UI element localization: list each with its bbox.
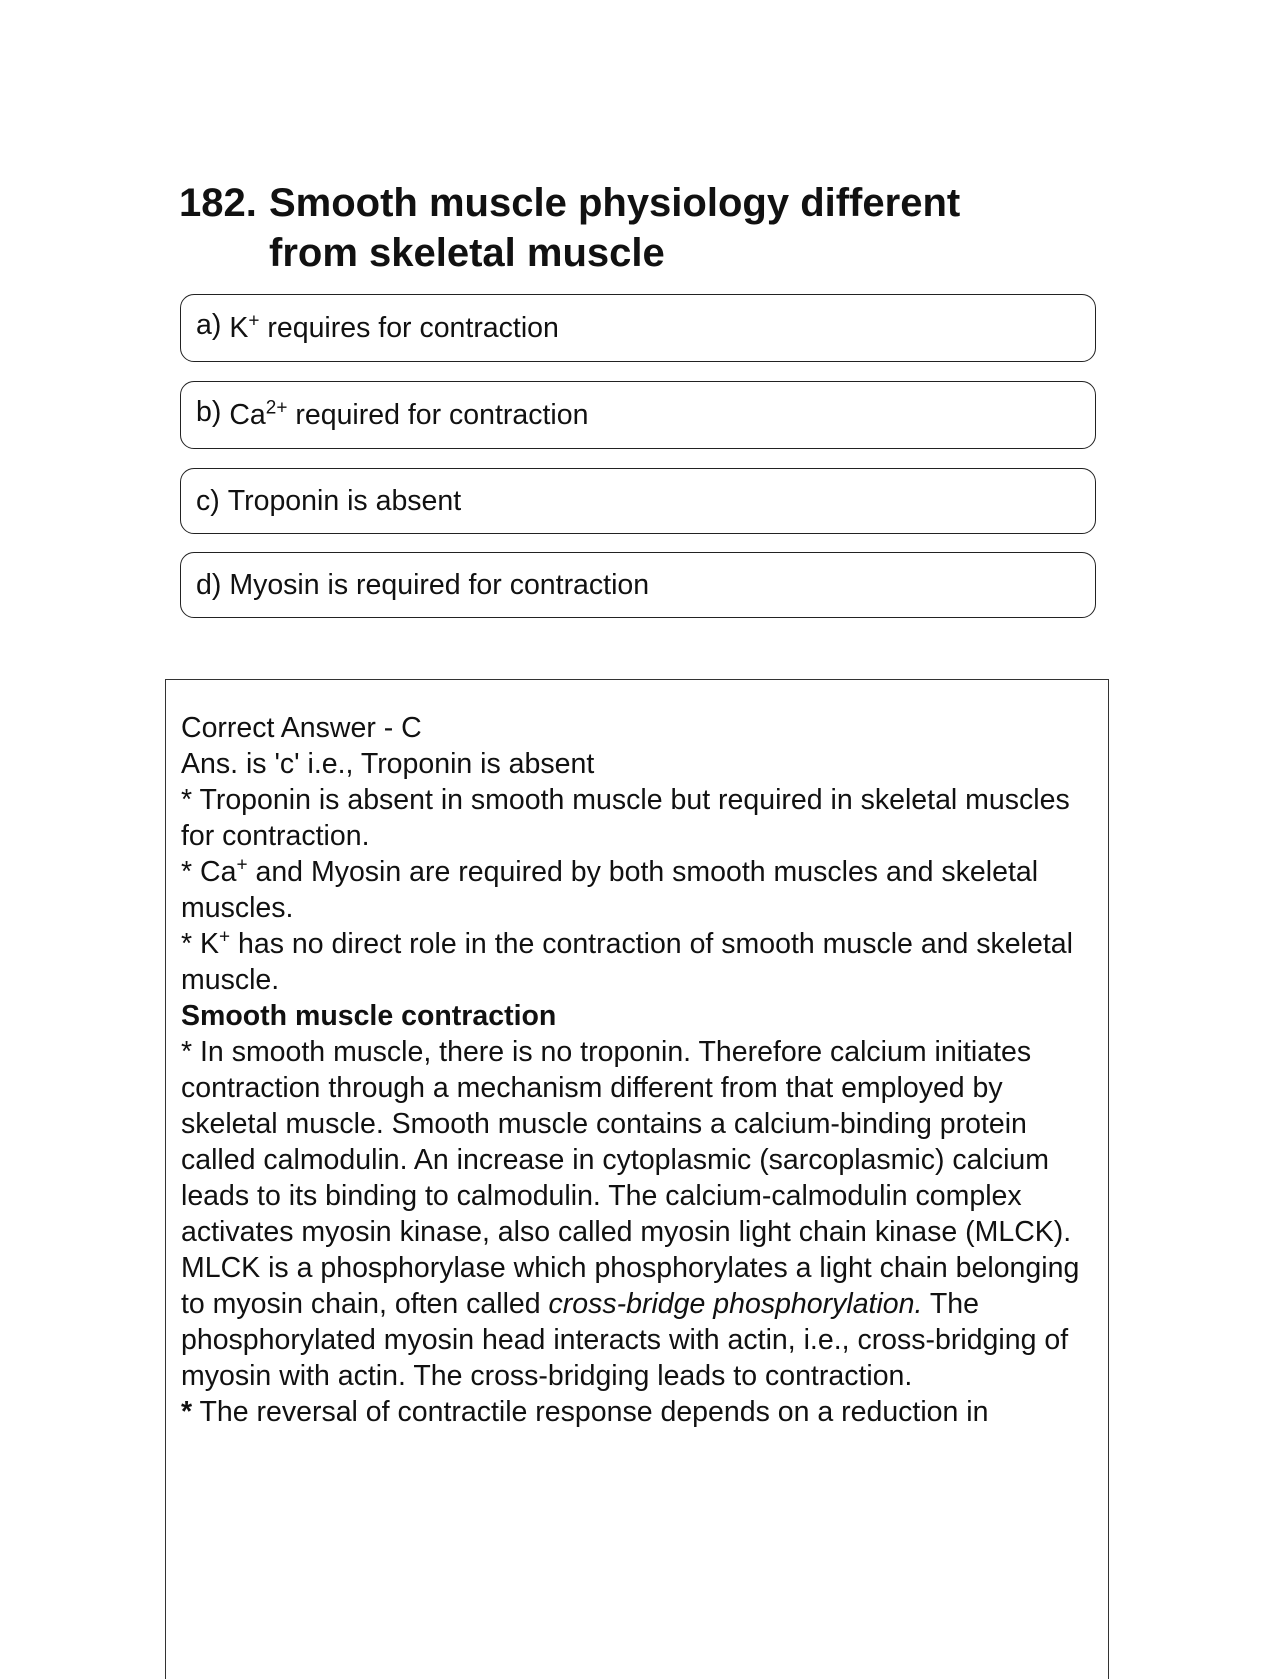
- option-b-letter: b): [196, 395, 222, 428]
- answer-explanation: [181, 710, 1101, 1430]
- question-text: Smooth muscle physiology different from skeletal muscle: [269, 181, 961, 275]
- paragraph-italic: cross-bridge phosphorylation.: [548, 1288, 923, 1320]
- point-2-post: and Myosin are required by both smooth muscles and skeletal muscles.: [181, 856, 1039, 924]
- question-number: 182.: [179, 181, 257, 225]
- option-a-letter: a): [196, 308, 222, 341]
- option-c-letter: c): [196, 484, 220, 517]
- point-2-sup: +: [236, 854, 248, 876]
- option-a[interactable]: [180, 294, 1096, 362]
- explanation-last-line: [181, 1394, 1101, 1430]
- option-d-letter: d): [196, 568, 222, 601]
- option-b-sup: 2+: [265, 397, 288, 418]
- section-heading: Smooth muscle contraction: [181, 1000, 557, 1032]
- last-star: *: [181, 1396, 193, 1428]
- question-heading: [179, 178, 1079, 278]
- point-3-sup: +: [219, 926, 231, 948]
- explanation-paragraph: [181, 1034, 1101, 1394]
- explanation-point-1: * Troponin is absent in smooth muscle but required in skeletal muscles for contraction.: [181, 784, 1070, 852]
- paragraph-pre: * In smooth muscle, there is no troponin. Therefore calcium initiates contraction through a mechanism different from that employed by skeletal muscle. Smooth muscle contains a calcium-binding protein called calmodulin. An increase in cytoplasmic (sarcoplasmic) calcium leads to its binding to calmodulin. The calcium-calmodulin complex activates myosin kinase, also called myosin light chain kinase (MLCK). MLCK is a phosphorylase which phosphorylates a light chain belonging to myosin chain, often called: [181, 1036, 1080, 1320]
- correct-answer: Correct Answer - C: [181, 712, 422, 744]
- option-a-post: requires for contraction: [259, 311, 559, 344]
- ans-line: Ans. is 'c' i.e., Troponin is absent: [181, 748, 595, 780]
- point-3-pre: * K: [181, 928, 220, 960]
- explanation-point-3: [181, 926, 1101, 998]
- point-3-post: has no direct role in the contraction of smooth muscle and skeletal muscle.: [181, 928, 1073, 996]
- point-2-pre: * Ca: [181, 856, 237, 888]
- option-c[interactable]: [180, 468, 1096, 534]
- option-a-sup: +: [248, 310, 260, 331]
- option-a-text: [229, 312, 559, 345]
- paragraph-post: The phosphorylated myosin head interacts with actin, i.e., cross-bridging of myosin with actin. The cross-bridging leads to contraction.: [181, 1288, 1069, 1392]
- option-b-pre: Ca: [229, 398, 266, 431]
- option-b-post: required for contraction: [287, 398, 589, 431]
- option-b[interactable]: [180, 381, 1096, 449]
- option-a-pre: K: [229, 311, 249, 344]
- explanation-point-2: [181, 854, 1101, 926]
- last-text: The reversal of contractile response depends on a reduction in: [192, 1396, 989, 1428]
- option-d-text: Myosin is required for contraction: [229, 568, 650, 601]
- option-c-text: Troponin is absent: [227, 484, 462, 517]
- option-b-text: [229, 399, 588, 432]
- option-d[interactable]: [180, 552, 1096, 618]
